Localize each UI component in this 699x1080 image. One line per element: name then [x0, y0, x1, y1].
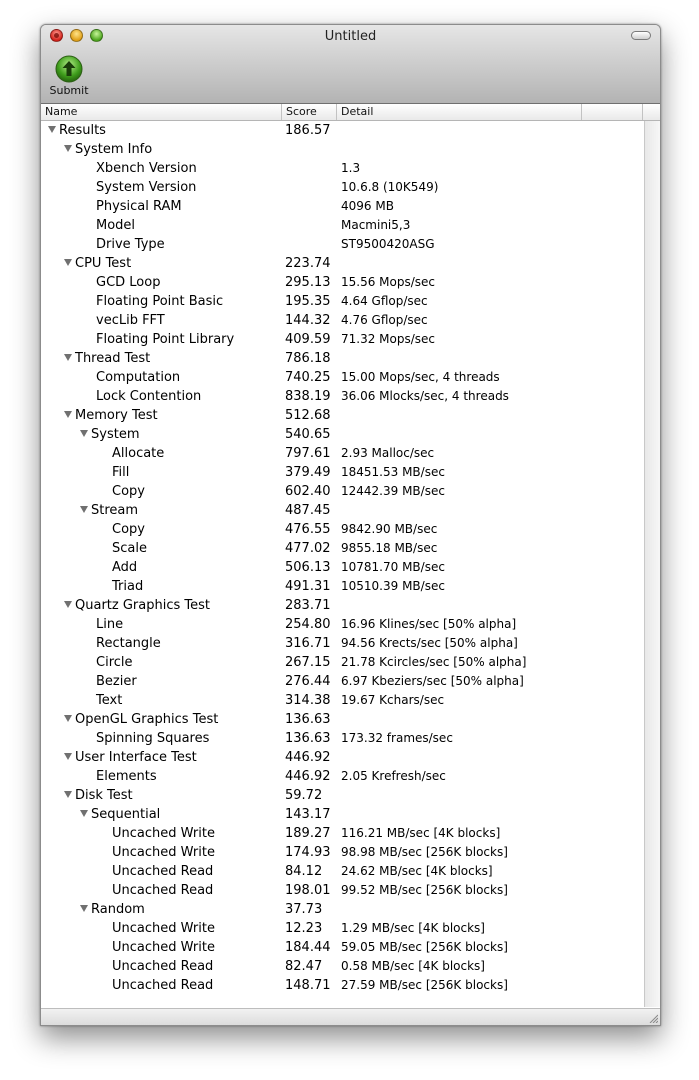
- submit-label: Submit: [49, 84, 89, 97]
- row-detail: 59.05 MB/sec [256K blocks]: [341, 940, 508, 954]
- row-name-label: Floating Point Basic: [96, 294, 224, 309]
- row-detail: 18451.53 MB/sec: [341, 465, 445, 479]
- row-score: 540.65: [285, 427, 331, 442]
- row-name-label: Uncached Write: [112, 845, 215, 860]
- outline-row[interactable]: [41, 368, 643, 387]
- row-name-label: Model: [96, 218, 136, 233]
- row-name-label: Allocate: [112, 446, 165, 461]
- disclosure-triangle-icon[interactable]: [64, 715, 72, 722]
- row-score: 144.32: [285, 313, 331, 328]
- disclosure-triangle-icon[interactable]: [64, 753, 72, 760]
- row-name-label: Circle: [96, 655, 133, 670]
- row-name: [96, 634, 161, 653]
- row-detail: Macmini5,3: [341, 218, 411, 232]
- row-score: 476.55: [285, 522, 331, 537]
- outline-row[interactable]: [41, 843, 643, 862]
- row-name-label: Uncached Write: [112, 826, 215, 841]
- row-name: [112, 938, 215, 957]
- window-title: Untitled: [324, 29, 377, 44]
- row-name: [64, 596, 210, 615]
- row-name-label: Drive Type: [96, 237, 165, 252]
- outline-row[interactable]: [41, 425, 643, 444]
- row-detail: 2.93 Malloc/sec: [341, 446, 435, 460]
- outline-row[interactable]: [41, 919, 643, 938]
- row-score: 487.45: [285, 503, 331, 518]
- row-score: 602.40: [285, 484, 331, 499]
- outline-row[interactable]: [41, 596, 643, 615]
- row-name-label: Results: [59, 123, 106, 138]
- row-name-label: Uncached Read: [112, 864, 214, 879]
- row-name: [96, 330, 234, 349]
- row-name-label: Spinning Squares: [96, 731, 210, 746]
- disclosure-triangle-icon[interactable]: [64, 791, 72, 798]
- row-detail: 71.32 Mops/sec: [341, 332, 436, 346]
- outline-row[interactable]: [41, 710, 643, 729]
- outline-row[interactable]: [41, 672, 643, 691]
- row-name: [64, 254, 131, 273]
- row-name: [96, 235, 165, 254]
- row-detail: 1.29 MB/sec [4K blocks]: [341, 921, 485, 935]
- column-header-empty: [582, 104, 643, 120]
- row-name: [80, 900, 145, 919]
- row-score: 254.80: [285, 617, 331, 632]
- upload-arrow-icon: [55, 55, 83, 83]
- row-score: 198.01: [285, 883, 331, 898]
- outline-row[interactable]: [41, 159, 643, 178]
- outline-row[interactable]: [41, 406, 643, 425]
- row-name: [96, 691, 122, 710]
- row-detail: 21.78 Kcircles/sec [50% alpha]: [341, 655, 527, 669]
- row-name: [112, 463, 129, 482]
- row-detail: 27.59 MB/sec [256K blocks]: [341, 978, 508, 992]
- outline-row[interactable]: [41, 178, 643, 197]
- outline-header: [41, 104, 660, 121]
- row-name-label: vecLib FFT: [96, 313, 165, 328]
- disclosure-triangle-icon[interactable]: [48, 126, 56, 133]
- vertical-scrollbar[interactable]: [644, 121, 660, 1007]
- outline-row[interactable]: [41, 634, 643, 653]
- row-name: [80, 805, 160, 824]
- row-name: [96, 273, 160, 292]
- outline-row[interactable]: [41, 520, 643, 539]
- row-name: [112, 482, 145, 501]
- row-name-label: Thread Test: [75, 351, 151, 366]
- outline-row[interactable]: [41, 482, 643, 501]
- outline-row[interactable]: [41, 862, 643, 881]
- horizontal-scrollbar[interactable]: [41, 1008, 660, 1025]
- row-score: 37.73: [285, 902, 323, 917]
- row-score: 189.27: [285, 826, 331, 841]
- column-header-name[interactable]: Name: [41, 104, 282, 120]
- row-detail: 1.3: [341, 161, 361, 175]
- disclosure-triangle-icon[interactable]: [64, 411, 72, 418]
- row-name: [96, 653, 133, 672]
- row-name: [80, 501, 138, 520]
- outline-row[interactable]: [41, 292, 643, 311]
- disclosure-triangle-icon[interactable]: [64, 354, 72, 361]
- outline-row[interactable]: [41, 881, 643, 900]
- toolbar: [41, 25, 660, 104]
- outline-row[interactable]: [41, 900, 643, 919]
- row-name: [64, 349, 150, 368]
- disclosure-triangle-icon[interactable]: [64, 601, 72, 608]
- outline-row[interactable]: [41, 786, 643, 805]
- column-header-detail[interactable]: Detail: [337, 104, 582, 120]
- row-name: [112, 444, 164, 463]
- row-score: 276.44: [285, 674, 331, 689]
- outline-row[interactable]: [41, 577, 643, 596]
- outline-row[interactable]: [41, 140, 643, 159]
- row-name-label: Computation: [96, 370, 181, 385]
- row-score: 314.38: [285, 693, 331, 708]
- row-name: [96, 197, 182, 216]
- outline-row[interactable]: [41, 273, 643, 292]
- row-name-label: Memory Test: [75, 408, 158, 423]
- outline-row[interactable]: [41, 976, 643, 995]
- toolbar-toggle-button[interactable]: [631, 31, 651, 40]
- row-name: [96, 672, 137, 691]
- row-name: [64, 406, 158, 425]
- outline-row[interactable]: [41, 938, 643, 957]
- row-name-label: System Version: [96, 180, 197, 195]
- row-score: 786.18: [285, 351, 331, 366]
- row-detail: 4.76 Gflop/sec: [341, 313, 428, 327]
- row-name: [96, 178, 196, 197]
- outline-row[interactable]: [41, 463, 643, 482]
- row-name-label: Quartz Graphics Test: [75, 598, 210, 613]
- row-score: 174.93: [285, 845, 331, 860]
- row-name: [96, 292, 223, 311]
- row-name-label: Triad: [112, 579, 144, 594]
- row-detail: 15.56 Mops/sec: [341, 275, 436, 289]
- row-detail: 15.00 Mops/sec, 4 threads: [341, 370, 500, 384]
- row-name-label: Uncached Write: [112, 940, 215, 955]
- row-name: [112, 862, 213, 881]
- row-name-label: Random: [91, 902, 145, 917]
- row-name: [112, 577, 143, 596]
- row-name-label: Elements: [96, 769, 157, 784]
- row-name: [64, 748, 197, 767]
- row-name-label: Uncached Read: [112, 883, 214, 898]
- row-name-label: Copy: [112, 522, 145, 537]
- row-detail: 9855.18 MB/sec: [341, 541, 438, 555]
- outline-row[interactable]: [41, 729, 643, 748]
- row-detail: 24.62 MB/sec [4K blocks]: [341, 864, 493, 878]
- row-name-label: User Interface Test: [75, 750, 197, 765]
- row-name-label: Lock Contention: [96, 389, 202, 404]
- row-name: [112, 824, 215, 843]
- row-name-label: OpenGL Graphics Test: [75, 712, 219, 727]
- row-score: 446.92: [285, 750, 331, 765]
- row-name: [96, 311, 165, 330]
- row-name: [48, 121, 106, 140]
- outline-row[interactable]: [41, 235, 643, 254]
- disclosure-triangle-icon[interactable]: [80, 506, 88, 513]
- outline-row[interactable]: [41, 349, 643, 368]
- row-name-label: Uncached Read: [112, 978, 214, 993]
- row-detail: 10781.70 MB/sec: [341, 560, 445, 574]
- row-detail: 98.98 MB/sec [256K blocks]: [341, 845, 508, 859]
- outline-row[interactable]: [41, 330, 643, 349]
- disclosure-triangle-icon[interactable]: [80, 810, 88, 817]
- outline-row[interactable]: [41, 444, 643, 463]
- row-name: [96, 767, 157, 786]
- row-detail: 6.97 Kbeziers/sec [50% alpha]: [341, 674, 524, 688]
- row-score: 316.71: [285, 636, 331, 651]
- row-score: 184.44: [285, 940, 331, 955]
- row-detail: 173.32 frames/sec: [341, 731, 453, 745]
- outline-row[interactable]: [41, 653, 643, 672]
- row-name-label: Add: [112, 560, 138, 575]
- row-score: 506.13: [285, 560, 331, 575]
- row-name-label: Disk Test: [75, 788, 133, 803]
- row-name-label: Floating Point Library: [96, 332, 235, 347]
- row-name: [112, 881, 213, 900]
- row-detail: 2.05 Krefresh/sec: [341, 769, 446, 783]
- row-score: 186.57: [285, 123, 331, 138]
- row-detail: 4.64 Gflop/sec: [341, 294, 428, 308]
- row-detail: 4096 MB: [341, 199, 394, 213]
- app-window: [40, 24, 661, 1026]
- row-score: 477.02: [285, 541, 331, 556]
- row-name: [96, 216, 135, 235]
- submit-button[interactable]: [47, 55, 91, 97]
- row-detail: 16.96 Klines/sec [50% alpha]: [341, 617, 517, 631]
- outline-row[interactable]: [41, 539, 643, 558]
- row-name: [96, 159, 197, 178]
- row-name-label: Rectangle: [96, 636, 161, 651]
- row-detail: 116.21 MB/sec [4K blocks]: [341, 826, 501, 840]
- outline-row[interactable]: [41, 748, 643, 767]
- row-score: 740.25: [285, 370, 331, 385]
- row-name-label: Fill: [112, 465, 130, 480]
- outline-row[interactable]: [41, 957, 643, 976]
- row-name-label: Copy: [112, 484, 145, 499]
- outline-row[interactable]: [41, 216, 643, 235]
- row-name: [112, 558, 137, 577]
- row-score: 59.72: [285, 788, 323, 803]
- outline-row[interactable]: [41, 311, 643, 330]
- row-name-label: CPU Test: [75, 256, 132, 271]
- row-score: 82.47: [285, 959, 323, 974]
- row-name-label: Uncached Read: [112, 959, 214, 974]
- row-detail: 10.6.8 (10K549): [341, 180, 439, 194]
- row-score: 223.74: [285, 256, 331, 271]
- row-name: [64, 140, 152, 159]
- row-score: 143.17: [285, 807, 331, 822]
- row-score: 267.15: [285, 655, 331, 670]
- row-score: 136.63: [285, 731, 331, 746]
- row-detail: 10510.39 MB/sec: [341, 579, 445, 593]
- outline-row[interactable]: [41, 254, 643, 273]
- row-score: 283.71: [285, 598, 331, 613]
- row-score: 512.68: [285, 408, 331, 423]
- row-score: 295.13: [285, 275, 331, 290]
- row-name: [112, 843, 215, 862]
- row-name-label: Text: [96, 693, 123, 708]
- outline-row[interactable]: [41, 805, 643, 824]
- row-name-label: Physical RAM: [96, 199, 182, 214]
- row-name: [96, 615, 123, 634]
- row-name: [96, 729, 209, 748]
- row-detail: 36.06 Mlocks/sec, 4 threads: [341, 389, 509, 403]
- row-score: 379.49: [285, 465, 331, 480]
- outline-row[interactable]: [41, 767, 643, 786]
- disclosure-triangle-icon[interactable]: [64, 259, 72, 266]
- row-name-label: Uncached Write: [112, 921, 215, 936]
- row-name: [112, 919, 215, 938]
- row-score: 148.71: [285, 978, 331, 993]
- outline-row[interactable]: [41, 615, 643, 634]
- row-score: 838.19: [285, 389, 331, 404]
- row-score: 136.63: [285, 712, 331, 727]
- row-detail: 94.56 Krects/sec [50% alpha]: [341, 636, 518, 650]
- row-score: 195.35: [285, 294, 331, 309]
- row-name-label: Stream: [91, 503, 139, 518]
- row-detail: ST9500420ASG: [341, 237, 435, 251]
- row-detail: 0.58 MB/sec [4K blocks]: [341, 959, 485, 973]
- outline-row[interactable]: [41, 691, 643, 710]
- row-score: 84.12: [285, 864, 323, 879]
- disclosure-triangle-icon[interactable]: [64, 145, 72, 152]
- row-name-label: Bezier: [96, 674, 137, 689]
- row-name: [96, 387, 201, 406]
- row-detail: 99.52 MB/sec [256K blocks]: [341, 883, 508, 897]
- outline-row[interactable]: [41, 501, 643, 520]
- row-detail: 9842.90 MB/sec: [341, 522, 438, 536]
- row-name: [64, 710, 218, 729]
- row-score: 797.61: [285, 446, 331, 461]
- row-name: [112, 976, 213, 995]
- row-name-label: Sequential: [91, 807, 161, 822]
- outline-row[interactable]: [41, 387, 643, 406]
- column-header-score[interactable]: Score: [282, 104, 337, 120]
- disclosure-triangle-icon[interactable]: [80, 430, 88, 437]
- row-name-label: Line: [96, 617, 124, 632]
- outline-row[interactable]: [41, 824, 643, 843]
- row-name-label: GCD Loop: [96, 275, 161, 290]
- row-name: [112, 539, 147, 558]
- outline-row[interactable]: [41, 558, 643, 577]
- row-detail: 19.67 Kchars/sec: [341, 693, 445, 707]
- row-name: [112, 957, 213, 976]
- row-name: [80, 425, 139, 444]
- row-name: [96, 368, 180, 387]
- row-name-label: Scale: [112, 541, 147, 556]
- row-detail: 12442.39 MB/sec: [341, 484, 445, 498]
- row-score: 12.23: [285, 921, 323, 936]
- row-name-label: System Info: [75, 142, 153, 157]
- row-score: 409.59: [285, 332, 331, 347]
- row-name: [64, 786, 133, 805]
- outline-row[interactable]: [41, 197, 643, 216]
- row-name-label: Xbench Version: [96, 161, 197, 176]
- row-name: [112, 520, 145, 539]
- row-name-label: System: [91, 427, 140, 442]
- disclosure-triangle-icon[interactable]: [80, 905, 88, 912]
- row-score: 491.31: [285, 579, 331, 594]
- outline-row[interactable]: [41, 121, 643, 140]
- row-score: 446.92: [285, 769, 331, 784]
- outline-rows: [41, 121, 643, 995]
- resize-grip-icon[interactable]: [648, 1013, 658, 1023]
